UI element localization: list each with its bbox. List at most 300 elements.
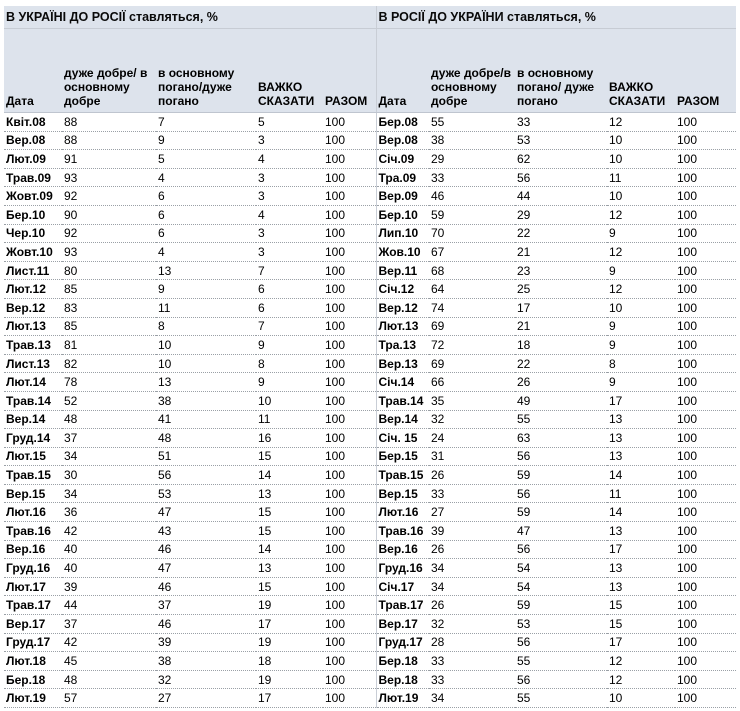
ru-cell-date: Трав.16 (376, 522, 429, 541)
ua-cell-good: 93 (62, 243, 156, 262)
ua-cell-good: 39 (62, 577, 156, 596)
ru-cell-good: 26 (429, 540, 515, 559)
ru-cell-good: 29 (429, 150, 515, 169)
ua-cell-date: Вер.15 (4, 484, 62, 503)
ru-section-title: В РОСІЇ ДО УКРАЇНИ ставляться, % (376, 6, 736, 29)
table-row (4, 280, 736, 299)
ua-cell-good: 48 (62, 670, 156, 689)
ru-cell-hard-to-say: 10 (607, 298, 675, 317)
ru-cell-date: Вер.14 (376, 410, 429, 429)
ua-cell-date: Груд.14 (4, 429, 62, 448)
ru-cell-bad: 21 (515, 243, 607, 262)
ua-cell-hard-to-say: 19 (256, 633, 323, 652)
ru-cell-good: 69 (429, 317, 515, 336)
ru-cell-date: Вер.09 (376, 187, 429, 206)
ua-cell-date: Вер.16 (4, 540, 62, 559)
ru-cell-bad: 63 (515, 429, 607, 448)
ua-cell-bad: 10 (156, 336, 256, 355)
ua-cell-hard-to-say: 19 (256, 670, 323, 689)
ua-cell-date: Бер.10 (4, 205, 62, 224)
ru-cell-hard-to-say: 12 (607, 670, 675, 689)
ua-cell-bad: 47 (156, 559, 256, 578)
ru-cell-good: 39 (429, 522, 515, 541)
ua-cell-hard-to-say: 9 (256, 336, 323, 355)
ua-cell-good: 88 (62, 131, 156, 150)
ru-cell-total: 100 (675, 354, 736, 373)
ua-cell-bad: 13 (156, 373, 256, 392)
ua-cell-date: Квіт.08 (4, 113, 62, 132)
ua-cell-total: 100 (323, 131, 376, 150)
ua-cell-good: 34 (62, 484, 156, 503)
table-row (4, 484, 736, 503)
ru-cell-good: 35 (429, 391, 515, 410)
ua-cell-bad: 13 (156, 261, 256, 280)
ru-header-bad: в основному погано/ дуже погано (515, 29, 607, 113)
ua-cell-hard-to-say: 3 (256, 187, 323, 206)
ru-cell-hard-to-say: 9 (607, 261, 675, 280)
ru-cell-hard-to-say: 14 (607, 503, 675, 522)
ru-cell-good: 33 (429, 484, 515, 503)
table-row (4, 373, 736, 392)
ru-cell-hard-to-say: 13 (607, 577, 675, 596)
ru-cell-bad: 26 (515, 373, 607, 392)
ua-cell-bad: 10 (156, 354, 256, 373)
ua-cell-hard-to-say: 4 (256, 205, 323, 224)
ua-cell-total: 100 (323, 577, 376, 596)
table-row (4, 391, 736, 410)
ua-cell-good: 42 (62, 633, 156, 652)
ru-cell-date: Бер.18 (376, 652, 429, 671)
ua-cell-total: 100 (323, 596, 376, 615)
ru-cell-hard-to-say: 10 (607, 689, 675, 708)
ru-cell-total: 100 (675, 484, 736, 503)
ua-cell-good: 83 (62, 298, 156, 317)
table-row (4, 168, 736, 187)
ua-cell-good: 48 (62, 410, 156, 429)
ru-cell-bad: 55 (515, 652, 607, 671)
ua-cell-bad: 6 (156, 187, 256, 206)
ru-cell-good: 27 (429, 503, 515, 522)
ru-cell-date: Вер.18 (376, 670, 429, 689)
ru-cell-date: Трав.15 (376, 466, 429, 485)
ru-cell-hard-to-say: 10 (607, 131, 675, 150)
ua-cell-date: Трав.17 (4, 596, 62, 615)
ua-cell-date: Лют.16 (4, 503, 62, 522)
ua-cell-bad: 38 (156, 652, 256, 671)
ru-cell-bad: 44 (515, 187, 607, 206)
ru-cell-date: Січ.14 (376, 373, 429, 392)
table-row (4, 131, 736, 150)
ru-cell-date: Вер.16 (376, 540, 429, 559)
ua-cell-total: 100 (323, 391, 376, 410)
ru-cell-total: 100 (675, 466, 736, 485)
ru-cell-bad: 47 (515, 522, 607, 541)
ua-cell-good: 90 (62, 205, 156, 224)
ru-cell-bad: 56 (515, 633, 607, 652)
survey-table (4, 6, 736, 708)
ru-cell-total: 100 (675, 187, 736, 206)
ru-cell-total: 100 (675, 280, 736, 299)
ru-cell-total: 100 (675, 689, 736, 708)
ua-cell-date: Вер.17 (4, 615, 62, 634)
ua-cell-date: Лют.18 (4, 652, 62, 671)
ua-cell-bad: 32 (156, 670, 256, 689)
ua-cell-good: 85 (62, 317, 156, 336)
ua-cell-hard-to-say: 14 (256, 540, 323, 559)
ru-cell-bad: 25 (515, 280, 607, 299)
ru-cell-date: Січ.09 (376, 150, 429, 169)
ua-cell-bad: 41 (156, 410, 256, 429)
ua-cell-date: Груд.16 (4, 559, 62, 578)
ua-cell-total: 100 (323, 224, 376, 243)
ru-header-date: Дата (376, 29, 429, 113)
ua-cell-hard-to-say: 15 (256, 522, 323, 541)
ua-cell-total: 100 (323, 205, 376, 224)
ua-cell-date: Жовт.10 (4, 243, 62, 262)
ua-cell-good: 44 (62, 596, 156, 615)
ru-cell-total: 100 (675, 503, 736, 522)
ua-cell-date: Лист.13 (4, 354, 62, 373)
ru-cell-date: Бер.08 (376, 113, 429, 132)
ru-cell-good: 32 (429, 410, 515, 429)
ru-cell-bad: 62 (515, 150, 607, 169)
ua-cell-bad: 47 (156, 503, 256, 522)
ua-cell-total: 100 (323, 540, 376, 559)
ru-cell-date: Вер.15 (376, 484, 429, 503)
ru-cell-hard-to-say: 9 (607, 373, 675, 392)
ua-header-date: Дата (4, 29, 62, 113)
ua-cell-bad: 56 (156, 466, 256, 485)
ru-cell-total: 100 (675, 670, 736, 689)
ru-cell-bad: 29 (515, 205, 607, 224)
ru-cell-hard-to-say: 10 (607, 187, 675, 206)
ua-cell-bad: 4 (156, 168, 256, 187)
ua-cell-date: Лист.11 (4, 261, 62, 280)
ru-cell-good: 33 (429, 670, 515, 689)
ua-cell-hard-to-say: 13 (256, 484, 323, 503)
ua-header-hard-to-say: ВАЖКО СКАЗАТИ (256, 29, 323, 113)
table-row (4, 577, 736, 596)
table-row (4, 317, 736, 336)
ru-cell-good: 34 (429, 577, 515, 596)
ru-cell-hard-to-say: 17 (607, 540, 675, 559)
ru-cell-bad: 59 (515, 596, 607, 615)
ua-cell-bad: 38 (156, 391, 256, 410)
ua-cell-good: 82 (62, 354, 156, 373)
ru-cell-bad: 49 (515, 391, 607, 410)
survey-table-container (4, 6, 736, 708)
ru-cell-good: 68 (429, 261, 515, 280)
ru-cell-date: Груд.17 (376, 633, 429, 652)
ru-cell-total: 100 (675, 131, 736, 150)
ua-cell-bad: 39 (156, 633, 256, 652)
ua-header-total: РАЗОМ (323, 29, 376, 113)
table-row (4, 503, 736, 522)
ru-cell-date: Лют.13 (376, 317, 429, 336)
ua-cell-date: Лют.14 (4, 373, 62, 392)
ua-cell-date: Трав.09 (4, 168, 62, 187)
table-row (4, 652, 736, 671)
ua-cell-date: Вер.12 (4, 298, 62, 317)
ru-cell-good: 64 (429, 280, 515, 299)
ua-cell-total: 100 (323, 503, 376, 522)
ru-cell-good: 69 (429, 354, 515, 373)
table-row (4, 205, 736, 224)
ua-cell-date: Чер.10 (4, 224, 62, 243)
ua-cell-date: Груд.17 (4, 633, 62, 652)
table-row (4, 522, 736, 541)
ru-cell-hard-to-say: 13 (607, 447, 675, 466)
ru-cell-hard-to-say: 12 (607, 280, 675, 299)
ua-cell-good: 52 (62, 391, 156, 410)
ru-cell-hard-to-say: 11 (607, 484, 675, 503)
ua-cell-total: 100 (323, 298, 376, 317)
ru-cell-hard-to-say: 13 (607, 522, 675, 541)
ua-cell-total: 100 (323, 447, 376, 466)
ua-cell-total: 100 (323, 280, 376, 299)
ua-cell-good: 40 (62, 559, 156, 578)
ru-cell-hard-to-say: 9 (607, 336, 675, 355)
table-row (4, 559, 736, 578)
ua-cell-total: 100 (323, 168, 376, 187)
ru-cell-date: Бер.15 (376, 447, 429, 466)
ua-cell-hard-to-say: 19 (256, 596, 323, 615)
ru-cell-good: 33 (429, 168, 515, 187)
ua-cell-hard-to-say: 11 (256, 410, 323, 429)
ua-cell-total: 100 (323, 429, 376, 448)
ua-cell-good: 42 (62, 522, 156, 541)
ua-cell-bad: 11 (156, 298, 256, 317)
ru-cell-total: 100 (675, 336, 736, 355)
table-row (4, 298, 736, 317)
ru-cell-good: 66 (429, 373, 515, 392)
ru-header-hard-to-say: ВАЖКО СКАЗАТИ (607, 29, 675, 113)
ua-cell-hard-to-say: 15 (256, 447, 323, 466)
ru-cell-date: Січ.17 (376, 577, 429, 596)
ua-cell-date: Бер.18 (4, 670, 62, 689)
ua-cell-bad: 6 (156, 224, 256, 243)
ua-cell-hard-to-say: 6 (256, 298, 323, 317)
ru-cell-hard-to-say: 12 (607, 113, 675, 132)
ua-cell-bad: 43 (156, 522, 256, 541)
ua-header-good: дуже добре/ в основному добре (62, 29, 156, 113)
ua-cell-hard-to-say: 4 (256, 150, 323, 169)
ru-cell-date: Тра.09 (376, 168, 429, 187)
ua-cell-total: 100 (323, 652, 376, 671)
ru-cell-total: 100 (675, 410, 736, 429)
ua-cell-bad: 8 (156, 317, 256, 336)
ru-cell-bad: 54 (515, 559, 607, 578)
ua-cell-good: 78 (62, 373, 156, 392)
ru-cell-date: Вер.17 (376, 615, 429, 634)
ua-cell-good: 40 (62, 540, 156, 559)
ru-cell-good: 70 (429, 224, 515, 243)
ua-cell-good: 30 (62, 466, 156, 485)
ua-cell-bad: 7 (156, 113, 256, 132)
ua-cell-bad: 46 (156, 540, 256, 559)
ua-cell-hard-to-say: 8 (256, 354, 323, 373)
ua-cell-hard-to-say: 3 (256, 131, 323, 150)
ua-cell-good: 88 (62, 113, 156, 132)
ua-cell-hard-to-say: 15 (256, 503, 323, 522)
ua-cell-bad: 48 (156, 429, 256, 448)
ru-cell-bad: 53 (515, 131, 607, 150)
ua-cell-total: 100 (323, 670, 376, 689)
ua-cell-total: 100 (323, 633, 376, 652)
ru-cell-date: Бер.10 (376, 205, 429, 224)
ru-cell-hard-to-say: 12 (607, 205, 675, 224)
ua-cell-date: Трав.15 (4, 466, 62, 485)
ua-header-bad: в основному погано/дуже погано (156, 29, 256, 113)
ru-cell-good: 26 (429, 596, 515, 615)
table-row (4, 150, 736, 169)
ru-cell-total: 100 (675, 243, 736, 262)
ru-cell-total: 100 (675, 224, 736, 243)
ua-cell-total: 100 (323, 410, 376, 429)
ua-cell-total: 100 (323, 689, 376, 708)
ua-cell-hard-to-say: 3 (256, 168, 323, 187)
ru-cell-date: Січ.12 (376, 280, 429, 299)
ru-cell-hard-to-say: 8 (607, 354, 675, 373)
ua-cell-total: 100 (323, 615, 376, 634)
ua-cell-hard-to-say: 9 (256, 373, 323, 392)
ua-cell-good: 80 (62, 261, 156, 280)
table-row (4, 466, 736, 485)
ru-cell-bad: 18 (515, 336, 607, 355)
ru-cell-hard-to-say: 17 (607, 391, 675, 410)
ua-cell-bad: 51 (156, 447, 256, 466)
ua-cell-bad: 4 (156, 243, 256, 262)
ru-cell-date: Вер.13 (376, 354, 429, 373)
table-row (4, 540, 736, 559)
ua-cell-hard-to-say: 10 (256, 391, 323, 410)
ua-cell-good: 92 (62, 187, 156, 206)
table-row (4, 243, 736, 262)
ua-cell-hard-to-say: 7 (256, 317, 323, 336)
ru-cell-hard-to-say: 14 (607, 466, 675, 485)
ua-cell-date: Лют.12 (4, 280, 62, 299)
ru-cell-good: 55 (429, 113, 515, 132)
ua-cell-bad: 46 (156, 577, 256, 596)
table-row (4, 429, 736, 448)
ua-cell-good: 92 (62, 224, 156, 243)
ua-cell-total: 100 (323, 113, 376, 132)
header-row (4, 29, 736, 113)
ru-cell-date: Вер.08 (376, 131, 429, 150)
ua-cell-total: 100 (323, 187, 376, 206)
ua-cell-bad: 9 (156, 131, 256, 150)
ru-cell-bad: 56 (515, 484, 607, 503)
ua-cell-hard-to-say: 16 (256, 429, 323, 448)
table-body (4, 113, 736, 708)
title-row (4, 6, 736, 29)
ru-cell-date: Вер.11 (376, 261, 429, 280)
ru-cell-hard-to-say: 13 (607, 410, 675, 429)
ru-header-good: дуже добре/в основному добре (429, 29, 515, 113)
ua-cell-date: Вер.14 (4, 410, 62, 429)
ua-cell-date: Вер.08 (4, 131, 62, 150)
ru-cell-hard-to-say: 13 (607, 559, 675, 578)
table-row (4, 596, 736, 615)
ru-cell-date: Лют.19 (376, 689, 429, 708)
table-row (4, 410, 736, 429)
ru-cell-bad: 21 (515, 317, 607, 336)
ru-header-total: РАЗОМ (675, 29, 736, 113)
ua-cell-bad: 37 (156, 596, 256, 615)
ua-cell-good: 81 (62, 336, 156, 355)
ru-cell-hard-to-say: 17 (607, 633, 675, 652)
ru-cell-bad: 55 (515, 410, 607, 429)
ru-cell-bad: 59 (515, 503, 607, 522)
table-row (4, 336, 736, 355)
ru-cell-hard-to-say: 10 (607, 150, 675, 169)
ru-cell-total: 100 (675, 317, 736, 336)
ru-cell-total: 100 (675, 615, 736, 634)
ru-cell-hard-to-say: 9 (607, 224, 675, 243)
ru-cell-good: 24 (429, 429, 515, 448)
ua-cell-hard-to-say: 6 (256, 280, 323, 299)
ru-cell-good: 34 (429, 689, 515, 708)
table-row (4, 615, 736, 634)
ua-cell-total: 100 (323, 317, 376, 336)
ru-cell-bad: 33 (515, 113, 607, 132)
ua-cell-hard-to-say: 5 (256, 113, 323, 132)
ru-cell-date: Жов.10 (376, 243, 429, 262)
ru-cell-date: Тра.13 (376, 336, 429, 355)
ua-cell-hard-to-say: 17 (256, 615, 323, 634)
ru-cell-bad: 56 (515, 540, 607, 559)
ua-section-title: В УКРАЇНІ ДО РОСІЇ ставляться, % (4, 6, 376, 29)
ua-cell-good: 36 (62, 503, 156, 522)
ua-cell-date: Лют.09 (4, 150, 62, 169)
ru-cell-total: 100 (675, 522, 736, 541)
ua-cell-total: 100 (323, 373, 376, 392)
ua-cell-bad: 5 (156, 150, 256, 169)
ua-cell-total: 100 (323, 484, 376, 503)
table-row (4, 354, 736, 373)
ru-cell-good: 31 (429, 447, 515, 466)
ua-cell-good: 57 (62, 689, 156, 708)
ua-cell-hard-to-say: 3 (256, 243, 323, 262)
ua-cell-bad: 9 (156, 280, 256, 299)
ru-cell-total: 100 (675, 633, 736, 652)
ru-cell-bad: 22 (515, 354, 607, 373)
ru-cell-total: 100 (675, 373, 736, 392)
ua-cell-good: 85 (62, 280, 156, 299)
table-row (4, 113, 736, 132)
table-row (4, 670, 736, 689)
ru-cell-good: 34 (429, 559, 515, 578)
ua-cell-date: Лют.19 (4, 689, 62, 708)
ua-cell-hard-to-say: 18 (256, 652, 323, 671)
table-row (4, 224, 736, 243)
ru-cell-bad: 53 (515, 615, 607, 634)
ru-cell-bad: 56 (515, 447, 607, 466)
ru-cell-date: Вер.12 (376, 298, 429, 317)
ua-cell-hard-to-say: 15 (256, 577, 323, 596)
ru-cell-total: 100 (675, 540, 736, 559)
ua-cell-date: Лют.17 (4, 577, 62, 596)
ru-cell-bad: 56 (515, 670, 607, 689)
ru-cell-total: 100 (675, 261, 736, 280)
ua-cell-date: Лют.15 (4, 447, 62, 466)
ru-cell-total: 100 (675, 150, 736, 169)
ru-cell-bad: 22 (515, 224, 607, 243)
ru-cell-good: 32 (429, 615, 515, 634)
ru-cell-hard-to-say: 12 (607, 243, 675, 262)
ua-cell-good: 93 (62, 168, 156, 187)
ua-cell-good: 37 (62, 615, 156, 634)
